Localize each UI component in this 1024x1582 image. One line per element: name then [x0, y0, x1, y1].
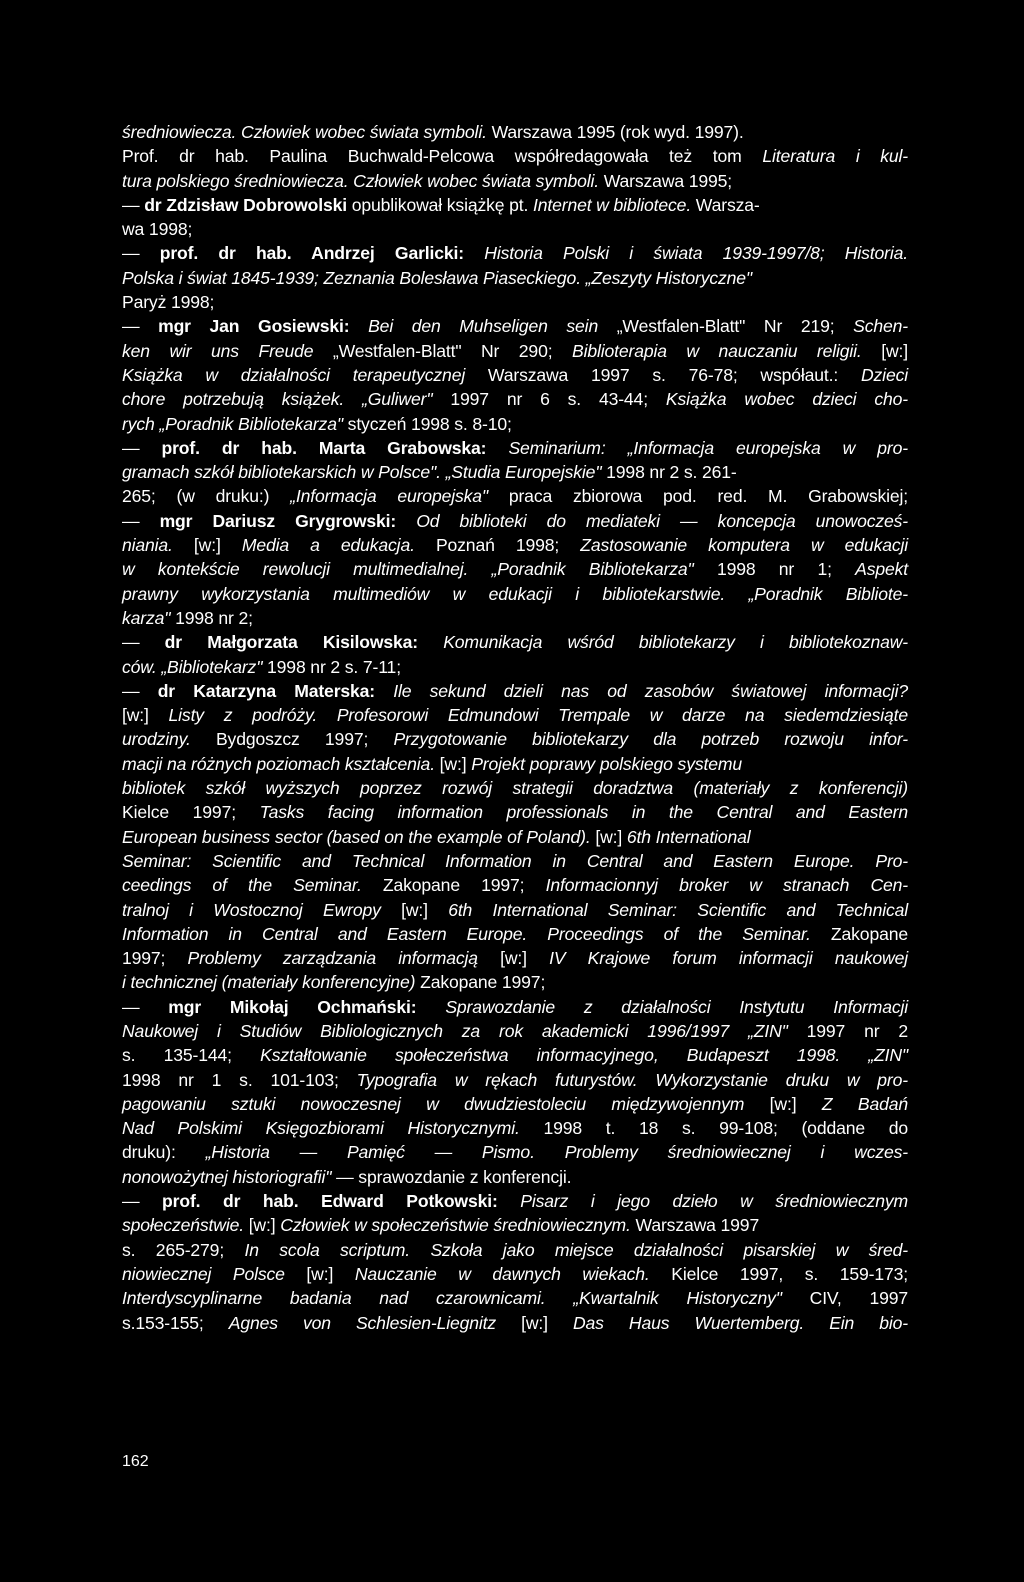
author-name: mgr Dariusz Grygrowski:: [159, 510, 397, 531]
title-text: 6th International Seminar: Scientific and Technical: [448, 899, 908, 920]
text-segment: 1998 nr 2 s. 261-: [601, 462, 737, 483]
text-segment: [w:]: [477, 948, 550, 969]
title-text: Nad Polskimi Księgozbiorami Historycznymi.: [122, 1118, 520, 1139]
text-line: [122, 1311, 908, 1335]
author-name: dr Małgorzata Kisilowska:: [164, 632, 418, 653]
title-text: Tasks facing information professionals in the Central and Eastern: [259, 802, 908, 823]
text-line: [122, 241, 908, 265]
text-line: [122, 1140, 908, 1164]
text-segment: [w:]: [744, 1093, 822, 1114]
title-text: rych „Poradnik Bibliotekarza": [122, 413, 343, 434]
title-text: In scola scriptum. Szkoła jako miejsce działalności pisarskiej w śred-: [244, 1239, 908, 1260]
text-segment: [375, 681, 393, 701]
title-text: Książka w działalności terapeutycznej: [122, 364, 466, 385]
title-text: macji na różnych poziomach kształcenia.: [122, 753, 435, 774]
title-text: Listy z podróży. Profesorowi Edmundowi Trempale w darze na siedemdziesiąte: [168, 705, 908, 726]
title-text: Schen-: [853, 316, 908, 337]
text-segment: styczeń 1998 s. 8-10;: [342, 413, 512, 434]
title-text: gramach szkół bibliotekarskich w Polsce". „Studia Europejskie": [122, 462, 602, 483]
title-text: Interdyscyplinarne badania nad czarownicami. „Kwartalnik Historyczny": [122, 1288, 782, 1309]
text-segment: —: [122, 632, 165, 653]
text-line: [122, 1165, 908, 1189]
text-line: [122, 898, 908, 922]
text-segment: [486, 438, 508, 458]
text-segment: [417, 997, 446, 1017]
text-line: [122, 1092, 908, 1116]
page-number: 162: [122, 1453, 149, 1470]
title-text: Zastosowanie komputera w edukacji: [580, 535, 909, 556]
text-segment: Zakopane 1997;: [415, 972, 546, 993]
title-text: Agnes von Schlesien-Liegnitz: [228, 1312, 497, 1333]
text-segment: [w:]: [284, 1263, 355, 1284]
title-text: Seminar: Scientific and Technical Information in Central and Eastern Europe. Pro-: [122, 850, 908, 871]
title-text: Typografia w rękach futurystów. Wykorzystanie druku w pro-: [356, 1069, 908, 1090]
title-text: Nauczanie w dawnych wiekach.: [354, 1263, 650, 1284]
text-segment: 265; (w druku:): [122, 486, 291, 507]
text-segment: s. 135-144;: [122, 1045, 261, 1066]
text-line: [122, 1189, 908, 1213]
title-text: niowiecznej Polsce: [122, 1263, 285, 1284]
title-text: ców. „Bibliotekarz": [122, 656, 263, 677]
text-line: [122, 922, 908, 946]
text-segment: „Westfalen-Blatt" Nr 290;: [313, 340, 572, 361]
text-line: [122, 630, 908, 654]
title-text: Aspekt: [855, 559, 909, 580]
text-line: [122, 412, 908, 436]
text-segment: 1998 t. 18 s. 99-108; (oddane do: [519, 1118, 908, 1139]
text-segment: Warszawa 1995 (rok wyd. 1997).: [486, 122, 744, 142]
text-segment: „Westfalen-Blatt" Nr 219;: [598, 316, 854, 337]
text-line: [122, 533, 908, 557]
text-segment: [w:]: [861, 340, 909, 361]
text-segment: Warsza-: [691, 194, 760, 215]
text-segment: [498, 1191, 521, 1211]
text-segment: Zakopane 1997;: [361, 875, 546, 896]
text-line: [122, 1238, 908, 1262]
text-segment: [w:]: [434, 753, 472, 774]
text-line: [122, 1213, 908, 1237]
text-segment: Paryż 1998;: [122, 292, 215, 313]
title-text: Naukowej i Studiów Bibliologicznych za rok akademicki 1996/1997 „ZIN": [122, 1020, 788, 1041]
text-segment: —: [122, 316, 159, 337]
text-line: [122, 436, 908, 460]
title-text: karza": [122, 607, 171, 628]
text-line: [122, 144, 908, 168]
text-segment: [464, 243, 484, 263]
text-line: [122, 509, 908, 533]
title-text: tralnoj i Wostocznoj Ewropy: [122, 899, 381, 920]
text-line: [122, 970, 908, 994]
text-line: [122, 1286, 908, 1310]
title-text: tura polskiego średniowiecza. Człowiek wobec świata symboli.: [122, 170, 599, 191]
text-segment: 1998 nr 1 s. 101-103;: [122, 1069, 357, 1090]
title-text: „Historia — Pamięć — Pismo. Problemy średniowiecznej i wczes-: [205, 1142, 908, 1163]
text-segment: [w:]: [380, 899, 449, 920]
text-segment: opublikował książkę pt.: [347, 194, 533, 215]
title-text: średniowiecza. Człowiek wobec świata symboli.: [122, 122, 487, 142]
text-segment: [w:]: [172, 535, 242, 556]
text-segment: s.153-155;: [122, 1312, 229, 1333]
title-text: ken wir uns Freude: [122, 340, 314, 361]
text-segment: praca zbiorowa pod. red. M. Grabowskiej;: [488, 486, 908, 507]
title-text: w kontekście rewolucji multimedialnej. „Poradnik Bibliotekarza": [122, 559, 694, 580]
author-name: dr Katarzyna Materska:: [157, 680, 375, 701]
text-line: [122, 1068, 908, 1092]
text-line: [122, 873, 908, 897]
title-text: Biblioterapia w nauczaniu religii.: [571, 340, 862, 361]
title-text: nonowożytnej historiografii": [122, 1166, 332, 1187]
title-text: Przygotowanie bibliotekarzy dla potrzeb rozwoju infor-: [393, 729, 908, 750]
title-text: Seminarium: „Informacja europejska w pro-: [508, 437, 908, 458]
text-segment: —: [122, 194, 145, 215]
text-segment: Warszawa 1997 s. 76-78; współaut.:: [465, 364, 861, 385]
text-segment: [349, 316, 368, 336]
title-text: Człowiek w społeczeństwie średniowiecznym.: [280, 1215, 631, 1236]
body-text: [122, 120, 908, 1335]
text-line: [122, 727, 908, 751]
text-segment: Kielce 1997;: [122, 802, 260, 823]
text-segment: —: [122, 680, 158, 701]
text-line: [122, 703, 908, 727]
text-segment: 1998 nr 2 s. 7-11;: [262, 656, 401, 677]
text-segment: Prof. dr hab. Paulina Buchwald-Pelcowa współredagowała też tom: [122, 146, 763, 167]
text-segment: —: [122, 996, 169, 1017]
text-segment: —: [122, 510, 160, 531]
text-segment: 1997 nr 6 s. 43-44;: [432, 389, 666, 410]
text-line: [122, 776, 908, 800]
text-line: [122, 849, 908, 873]
title-text: Literatura i kul-: [762, 146, 909, 167]
text-segment: wa 1998;: [122, 219, 193, 240]
text-segment: Zakopane: [810, 923, 908, 944]
text-segment: 1997;: [122, 948, 188, 969]
title-text: i technicznej (materiały konferencyjne): [122, 972, 416, 993]
author-name: prof. dr hab. Marta Grabowska:: [161, 437, 487, 458]
title-text: prawny wykorzystania multimediów w edukacji i bibliotekarstwie. „Poradnik Bibliote-: [122, 583, 908, 604]
text-segment: druku):: [122, 1142, 206, 1163]
text-line: [122, 606, 908, 630]
title-text: Pisarz i jego dzieło w średniowiecznym: [520, 1191, 908, 1212]
title-text: Media a edukacja.: [241, 535, 415, 556]
title-text: bibliotek szkół wyższych poprzez rozwój strategii doradztwa (materiały z konferencji): [122, 778, 908, 799]
text-line: [122, 460, 908, 484]
title-text: Polska i świat 1845-1939; Zeznania Bolesława Piaseckiego. „Zeszyty Historyczne": [122, 267, 753, 288]
text-segment: 1998 nr 2;: [170, 607, 253, 628]
text-line: [122, 363, 908, 387]
title-text: „Informacja europejska": [290, 486, 488, 507]
title-text: urodziny.: [122, 729, 191, 750]
text-segment: [w:]: [590, 826, 627, 847]
text-segment: Poznań 1998;: [414, 535, 581, 556]
text-segment: [w:]: [243, 1215, 281, 1236]
text-segment: Warszawa 1997: [630, 1215, 760, 1236]
text-segment: 1998 nr 1;: [693, 559, 856, 580]
text-segment: [396, 511, 416, 531]
text-segment: CIV, 1997: [781, 1288, 908, 1309]
text-line: [122, 582, 908, 606]
text-segment: 1997 nr 2: [787, 1020, 908, 1041]
title-text: społeczeństwie.: [122, 1215, 244, 1236]
title-text: pagowaniu sztuki nowoczesnej w dwudziestoleciu międzywojennym: [122, 1093, 745, 1114]
text-segment: [w:]: [122, 705, 169, 726]
title-text: Information in Central and Eastern Europe. Proceedings of the Seminar.: [122, 923, 811, 944]
author-name: dr Zdzisław Dobrowolski: [144, 194, 348, 215]
title-text: niania.: [122, 535, 173, 556]
text-line: [122, 339, 908, 363]
text-line: [122, 1262, 908, 1286]
title-text: Internet w bibliotece.: [532, 194, 692, 215]
text-line: [122, 169, 908, 193]
text-line: [122, 290, 908, 314]
text-segment: [w:]: [496, 1312, 573, 1333]
text-line: [122, 314, 908, 338]
text-line: [122, 800, 908, 824]
title-text: Od biblioteki do mediateki — koncepcja unowocześ-: [416, 510, 908, 531]
text-segment: Warszawa 1995;: [599, 170, 733, 191]
title-text: Projekt poprawy polskiego systemu: [471, 753, 742, 774]
text-line: [122, 484, 908, 508]
text-line: [122, 995, 908, 1019]
text-line: [122, 120, 908, 144]
title-text: Problemy zarządzania informacją: [187, 948, 478, 969]
text-line: [122, 266, 908, 290]
author-name: mgr Mikołaj Ochmański:: [168, 996, 417, 1017]
text-line: [122, 1019, 908, 1043]
title-text: chore potrzebują książek. „Guliwer": [122, 389, 433, 410]
title-text: European business sector (based on the example of Poland).: [122, 826, 591, 847]
text-segment: [418, 632, 443, 652]
text-line: [122, 752, 908, 776]
text-line: [122, 1043, 908, 1067]
title-text: Komunikacja wśród bibliotekarzy i bibliotekoznaw-: [443, 632, 908, 653]
title-text: Ile sekund dzieli nas od zasobów światowej informacji?: [393, 680, 908, 701]
title-text: ceedings of the Seminar.: [122, 875, 362, 896]
text-line: [122, 679, 908, 703]
text-segment: —: [122, 243, 160, 264]
title-text: Historia Polski i świata 1939-1997/8; Historia.: [484, 243, 908, 264]
text-segment: — sprawozdanie z konferencji.: [331, 1166, 572, 1187]
title-text: 6th International: [626, 826, 751, 847]
title-text: Informacionnyj broker w stranach Cen-: [545, 875, 908, 896]
text-line: [122, 655, 908, 679]
text-line: [122, 193, 908, 217]
title-text: Das Haus Wuertemberg. Ein bio-: [572, 1312, 908, 1333]
title-text: IV Krajowe forum informacji naukowej: [549, 948, 908, 969]
text-line: [122, 387, 908, 411]
text-line: [122, 557, 908, 581]
title-text: Książka wobec dzieci cho-: [665, 389, 908, 410]
author-name: prof. dr hab. Edward Potkowski:: [162, 1191, 498, 1212]
text-segment: Kielce 1997, s. 159-173;: [649, 1263, 909, 1284]
title-text: Dzieci: [860, 364, 908, 385]
text-line: [122, 946, 908, 970]
text-line: [122, 217, 908, 241]
title-text: Kształtowanie społeczeństwa informacyjnego, Budapeszt 1998. „ZIN": [260, 1045, 909, 1066]
author-name: mgr Jan Gosiewski:: [158, 316, 350, 337]
text-line: [122, 1116, 908, 1140]
text-segment: —: [122, 437, 162, 458]
title-text: Z Badań: [821, 1093, 909, 1114]
text-segment: Bydgoszcz 1997;: [190, 729, 394, 750]
text-line: [122, 825, 908, 849]
text-segment: —: [122, 1191, 163, 1212]
text-segment: s. 265-279;: [122, 1239, 245, 1260]
title-text: Bei den Muhseligen sein: [368, 316, 599, 337]
author-name: prof. dr hab. Andrzej Garlicki:: [159, 243, 464, 264]
title-text: Sprawozdanie z działalności Instytutu Informacji: [445, 996, 909, 1017]
